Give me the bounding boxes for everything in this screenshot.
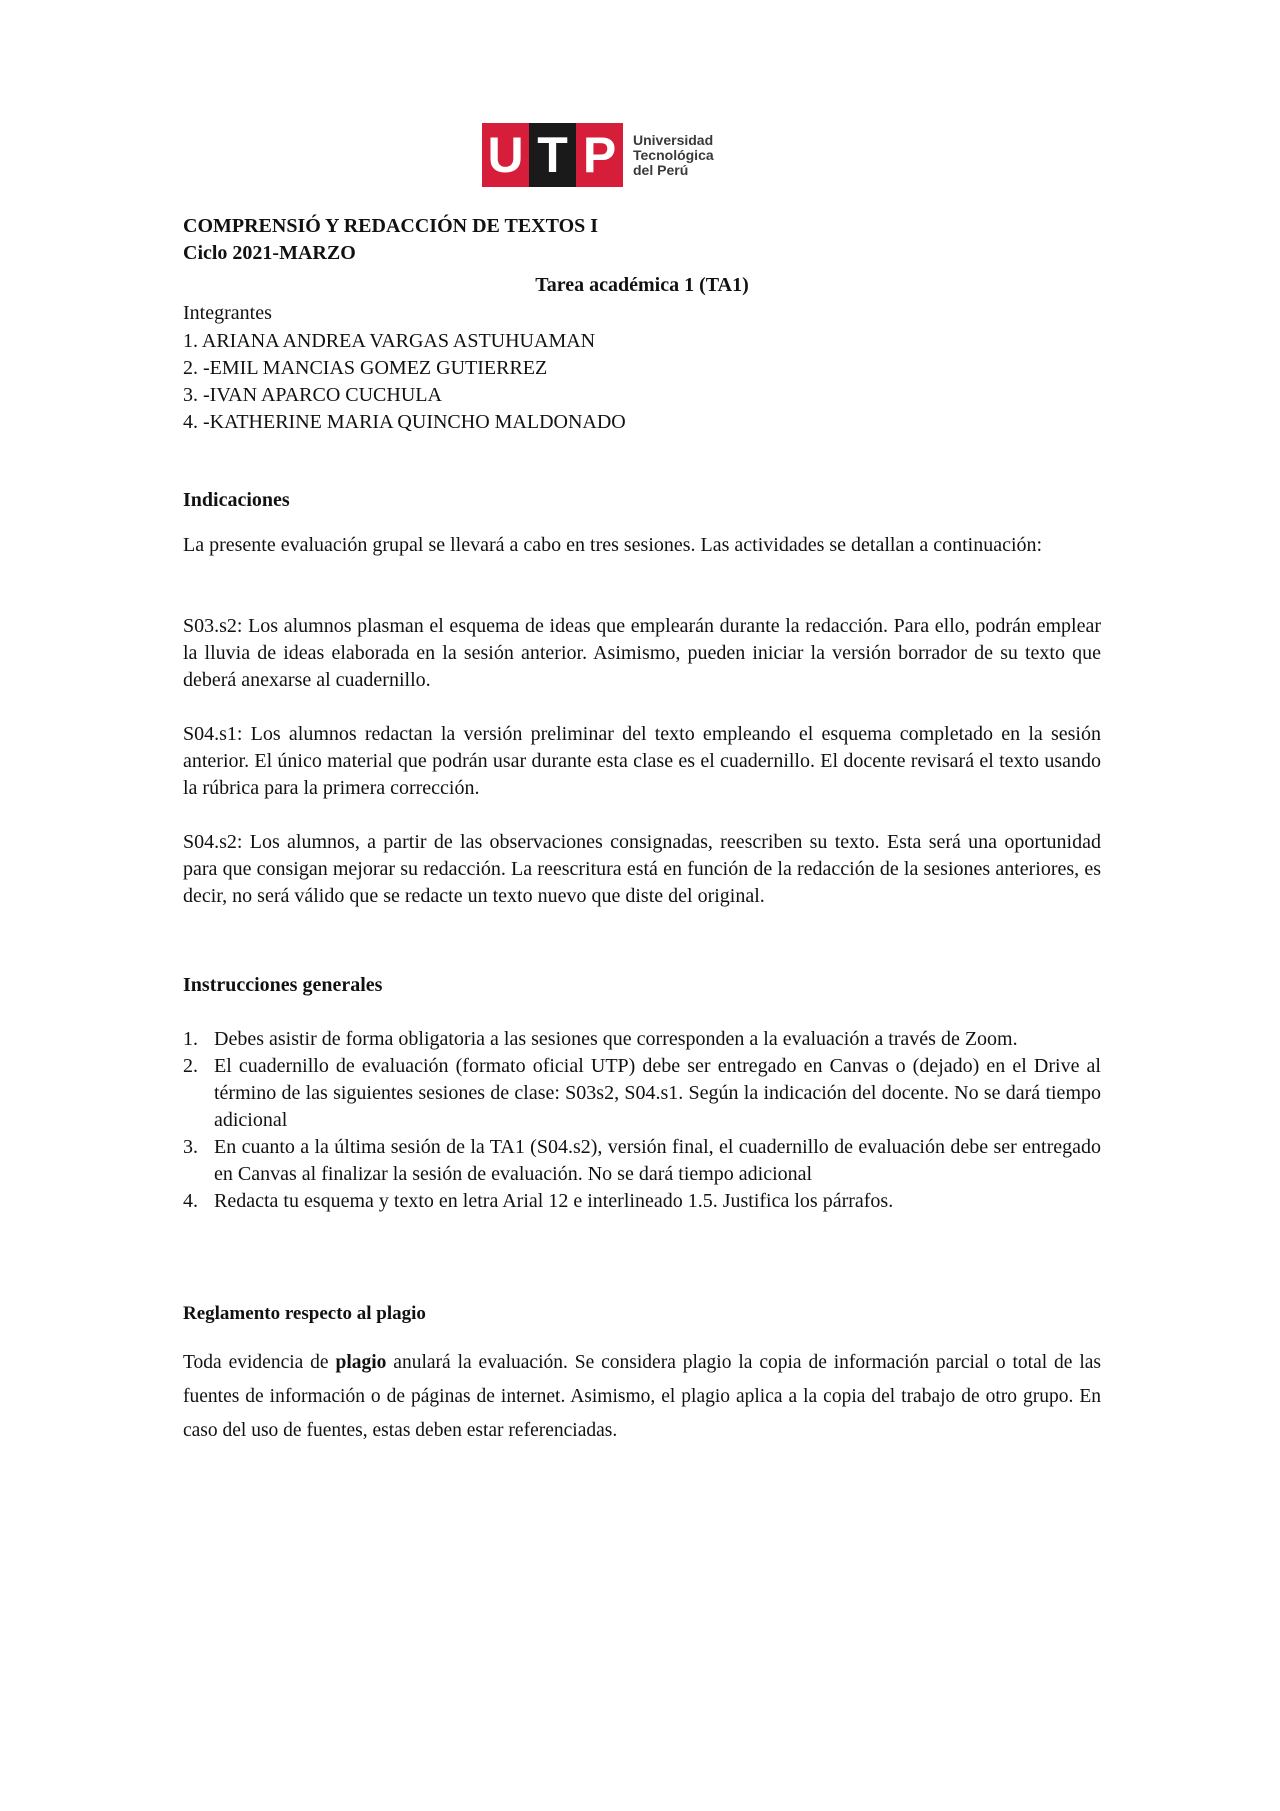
utp-logo-mark [482, 123, 623, 187]
members-label: Integrantes [183, 302, 272, 324]
plagio-heading: Reglamento respecto al plagio [183, 1303, 426, 1324]
utp-logo [482, 123, 714, 187]
logo-letter-p: P [576, 123, 623, 187]
plagio-bold-word: plagio [335, 1352, 387, 1373]
session-s04s1: S04.s1: Los alumnos redactan la versión preliminar del texto empleando el esquema completado en la sesión anterior. El único material que podrán usar durante esta clase es el cuadernillo. El docente revisará el texto usando la rúbrica para la primera corrección. [183, 723, 1101, 799]
indicaciones-intro: La presente evaluación grupal se llevará a cabo en tres sesiones. Las actividades se detallan a continuación: [183, 534, 1043, 556]
logo-line-3: del Perú [633, 161, 689, 178]
list-item-number: 4. [183, 1190, 198, 1212]
list-item [183, 1134, 1101, 1188]
plagio-paragraph [183, 1346, 1101, 1448]
list-item [183, 1026, 1101, 1053]
list-item-text: Redacta tu esquema y texto en letra Arial 12 e interlineado 1.5. Justifica los párrafos. [214, 1190, 894, 1212]
member-2: 2. -EMIL MANCIAS GOMEZ GUTIERREZ [183, 357, 548, 379]
plagio-text-pre: Toda evidencia de [183, 1352, 336, 1373]
indicaciones-heading: Indicaciones [183, 489, 290, 511]
instrucciones-list [183, 1026, 1101, 1215]
utp-logo-text [633, 133, 714, 178]
member-1: 1. ARIANA ANDREA VARGAS ASTUHUAMAN [183, 330, 596, 352]
task-title: Tarea académica 1 (TA1) [535, 274, 749, 296]
list-item-number: 3. [183, 1136, 198, 1158]
logo-letter-u: U [482, 123, 529, 187]
list-item-number: 1. [183, 1028, 198, 1050]
logo-letter-t: T [529, 123, 576, 187]
list-item [183, 1188, 1101, 1215]
logo-line-1: Universidad [633, 131, 714, 148]
plagio-text-post: anulará la evaluación. Se considera plagio la copia de información parcial o total de las fuentes de información o de páginas de internet. Asimismo, el plagio aplica a la copia del trabajo de otro grupo. En caso del uso de fuentes, estas deben estar referenciadas. [183, 1352, 1101, 1441]
list-item-text: Debes asistir de forma obligatoria a las sesiones que corresponden a la evaluación a través de Zoom. [214, 1028, 1018, 1050]
member-3: 3. -IVAN APARCO CUCHULA [183, 384, 442, 406]
list-item-text: El cuadernillo de evaluación (formato oficial UTP) debe ser entregado en Canvas o (dejado) en el Drive al término de las siguientes sesiones de clase: S03s2, S04.s1. Según la indicación del docente. No se dará tiempo adicional [214, 1055, 1101, 1131]
member-4: 4. -KATHERINE MARIA QUINCHO MALDONADO [183, 411, 626, 433]
list-item-text: En cuanto a la última sesión de la TA1 (S04.s2), versión final, el cuadernillo de evaluación debe ser entregado en Canvas al finalizar la sesión de evaluación. No se dará tiempo adicional [214, 1136, 1101, 1185]
session-s04s2: S04.s2: Los alumnos, a partir de las observaciones consignadas, reescriben su texto. Esta será una oportunidad para que consigan mejorar su redacción. La reescritura está en función de la redacción de la sesiones anteriores, es decir, no será válido que se redacte un texto nuevo que diste del original. [183, 831, 1101, 907]
cycle-label: Ciclo 2021-MARZO [183, 242, 356, 264]
instrucciones-heading: Instrucciones generales [183, 974, 383, 996]
list-item [183, 1053, 1101, 1134]
logo-line-2: Tecnológica [633, 146, 714, 163]
list-item-number: 2. [183, 1055, 198, 1077]
course-title: COMPRENSIÓ Y REDACCIÓN DE TEXTOS I [183, 215, 599, 237]
session-s03s2: S03.s2: Los alumnos plasman el esquema de ideas que emplearán durante la redacción. Para ello, podrán emplear la lluvia de ideas elaborada en la sesión anterior. Asimismo, pueden iniciar la versión borrador de su texto que deberá anexarse al cuadernillo. [183, 615, 1101, 691]
